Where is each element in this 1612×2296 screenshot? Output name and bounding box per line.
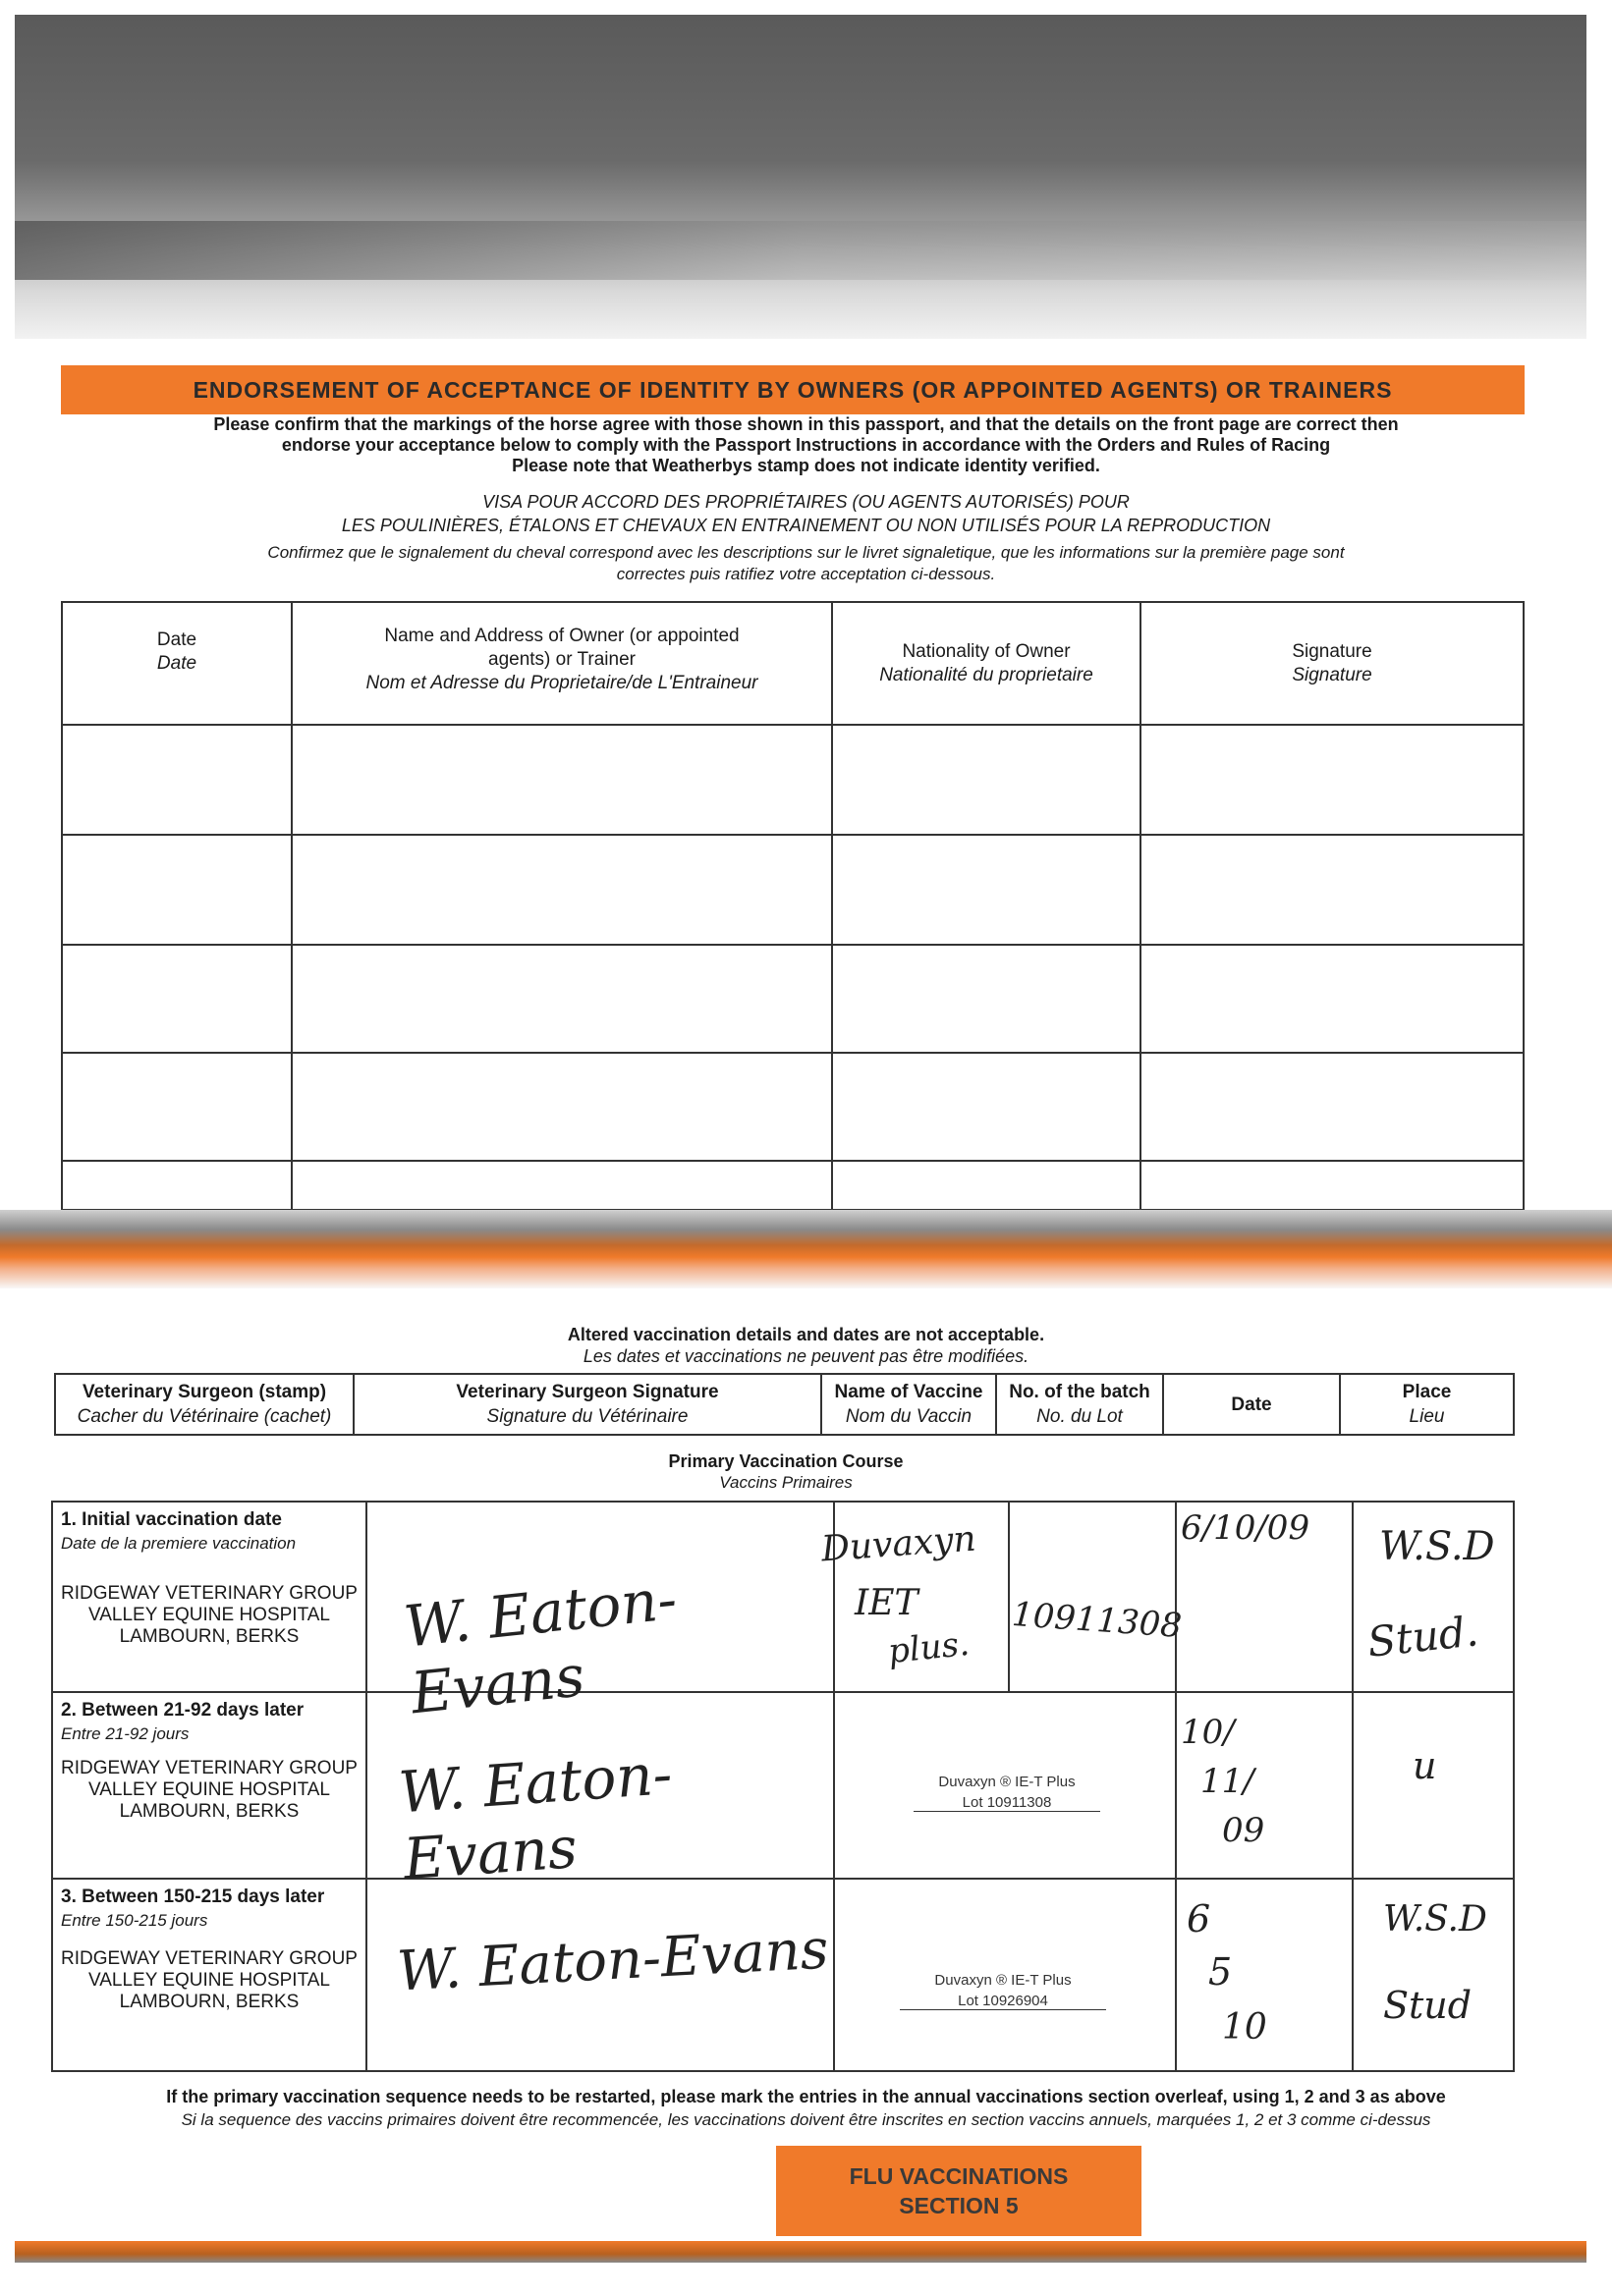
- col-batch: [996, 1374, 1163, 1435]
- vet-signature: W. Eaton-Evans: [395, 1917, 830, 2004]
- col-date: [62, 602, 292, 725]
- col-date: [1163, 1374, 1340, 1435]
- vet-line-3: LAMBOURN, BERKS: [119, 1801, 300, 1822]
- vet-signature: W. Eaton-Evans: [396, 1740, 675, 1893]
- vaccination-row: [52, 1879, 1514, 2071]
- page-fold-band: [0, 1210, 1612, 1288]
- vet-signature-cell[interactable]: [366, 1692, 834, 1893]
- table-header-row: [62, 602, 1524, 725]
- vet-line-2: VALLEY EQUINE HOSPITAL: [87, 1970, 331, 1991]
- col-vaccine-name: [821, 1374, 996, 1435]
- batch-number: 10911308: [1010, 1595, 1184, 1646]
- col-signature: [1140, 602, 1524, 725]
- scan-shadow-band: [15, 221, 1586, 280]
- footer-note-fr: Si la sequence des vaccins primaires doivent être recommencée, les vaccinations doivent être inscrites en section vaccins annuels, marquées 1, 2 et 3 comme ci-dessus: [181, 2110, 1431, 2129]
- vet-signature-cell[interactable]: [366, 1879, 834, 2071]
- col-vaccine-name-fr: Nom du Vaccin: [845, 1406, 973, 1427]
- table-row: [62, 945, 1524, 1053]
- row-label-fr: Entre 21-92 jours: [61, 1724, 190, 1743]
- table-row: [62, 835, 1524, 945]
- col-vaccine-name-en: Name of Vaccine: [834, 1382, 983, 1402]
- owner-cell[interactable]: [292, 1053, 832, 1161]
- place-cell[interactable]: [1353, 1692, 1514, 1879]
- vaccination-date: 6/10/09: [1181, 1508, 1310, 1548]
- vaccine-sticker: [900, 1972, 1106, 2010]
- vet-stamp-cell[interactable]: [52, 1502, 366, 1692]
- instruction-line-1: Please confirm that the markings of the horse agree with those shown in this passport, and that the details on the front page are correct then: [213, 414, 1399, 434]
- owner-endorsement-table: [61, 601, 1525, 1211]
- col-place-en: Place: [1402, 1382, 1452, 1402]
- date-cell[interactable]: [62, 835, 292, 945]
- place-cell[interactable]: [1353, 1502, 1514, 1692]
- place-line-2: Stud: [1383, 1984, 1473, 2027]
- date-cell[interactable]: [1176, 1879, 1353, 2071]
- french-line-4: correctes puis ratifiez votre acceptation ci-dessous.: [616, 565, 996, 583]
- vet-line-3: LAMBOURN, BERKS: [119, 1626, 300, 1647]
- col-vet-signature-fr: Signature du Vétérinaire: [486, 1406, 689, 1427]
- owner-cell[interactable]: [292, 945, 832, 1053]
- col-date-en: Date: [1231, 1394, 1272, 1415]
- date-part-2: 11/: [1200, 1762, 1254, 1801]
- nationality-cell[interactable]: [832, 1161, 1140, 1210]
- vet-stamp-cell[interactable]: [52, 1692, 366, 1879]
- col-owner-fr: Nom et Adresse du Proprietaire/de L'Entraineur: [365, 673, 758, 693]
- row-label-fr: Entre 150-215 jours: [61, 1911, 208, 1930]
- vet-stamp-cell[interactable]: [52, 1879, 366, 2071]
- sticker-lot: Lot 10911308: [914, 1794, 1100, 1812]
- french-line-2: LES POULINIÈRES, ÉTALONS ET CHEVAUX EN ENTRAINEMENT OU NON UTILISÉS POUR LA REPRODUCTION: [341, 516, 1271, 535]
- vaccine-name-cell[interactable]: [819, 1502, 1009, 1692]
- date-cell[interactable]: [62, 945, 292, 1053]
- section-label-box: [776, 2146, 1141, 2236]
- place-ditto: u: [1413, 1744, 1437, 1787]
- col-place-fr: Lieu: [1409, 1406, 1445, 1427]
- footer-note-en: If the primary vaccination sequence needs to be restarted, please mark the entries in the annual vaccinations section overleaf, using 1, 2 and 3 as above: [166, 2087, 1446, 2106]
- vet-line-1: RIDGEWAY VETERINARY GROUP: [61, 1758, 358, 1778]
- col-vet-signature-en: Veterinary Surgeon Signature: [456, 1382, 719, 1402]
- vaccine-line-3: plus.: [886, 1623, 972, 1672]
- col-nationality: [832, 602, 1140, 725]
- col-nationality-en: Nationality of Owner: [902, 641, 1071, 662]
- endorsement-title: ENDORSEMENT OF ACCEPTANCE OF IDENTITY BY OWNERS (OR APPOINTED AGENTS) OR TRAINERS: [61, 365, 1525, 414]
- vet-stamp-address: [61, 1758, 358, 1823]
- vaccine-sticker-cell[interactable]: [834, 1879, 1176, 2071]
- primary-course-title-fr: Vaccins Primaires: [719, 1473, 853, 1492]
- instruction-line-2: endorse your acceptance below to comply with the Passport Instructions in accordance with the Orders and Rules of Racing: [281, 435, 1331, 455]
- signature-cell[interactable]: [1140, 945, 1524, 1053]
- col-place: [1340, 1374, 1514, 1435]
- date-part-2: 5: [1208, 1950, 1233, 1994]
- table-row: [62, 725, 1524, 835]
- vet-line-1: RIDGEWAY VETERINARY GROUP: [61, 1583, 358, 1604]
- signature-cell[interactable]: [1140, 1161, 1524, 1210]
- date-cell[interactable]: [62, 1161, 292, 1210]
- nationality-cell[interactable]: [832, 725, 1140, 835]
- nationality-cell[interactable]: [832, 835, 1140, 945]
- owner-cell[interactable]: [292, 1161, 832, 1210]
- date-cell[interactable]: [1176, 1502, 1353, 1692]
- sticker-lot: Lot 10926904: [900, 1993, 1106, 2010]
- vaccination-row: [52, 1692, 1514, 1879]
- primary-course-title: Primary Vaccination Course: [668, 1451, 904, 1471]
- vet-line-3: LAMBOURN, BERKS: [119, 1992, 300, 2012]
- vaccine-line-1: Duvaxyn: [819, 1518, 977, 1570]
- signature-cell[interactable]: [1140, 725, 1524, 835]
- place-line-2: Stud.: [1364, 1607, 1481, 1667]
- instruction-line-3: Please note that Weatherbys stamp does not indicate identity verified.: [512, 456, 1100, 475]
- scan-shadow-top: [15, 15, 1586, 339]
- place-line-1: W.S.D: [1383, 1899, 1487, 1940]
- row-label-fr: Date de la premiere vaccination: [61, 1534, 297, 1553]
- col-signature-en: Signature: [1292, 641, 1372, 662]
- nationality-cell[interactable]: [832, 1053, 1140, 1161]
- date-cell[interactable]: [62, 1053, 292, 1161]
- col-batch-fr: No. du Lot: [1036, 1406, 1123, 1427]
- table-row: [62, 1053, 1524, 1161]
- vaccination-note-en: Altered vaccination details and dates are not acceptable.: [567, 1325, 1045, 1344]
- vaccine-sticker-cell[interactable]: [834, 1692, 1176, 1879]
- date-cell[interactable]: [1176, 1692, 1353, 1879]
- french-line-3: Confirmez que le signalement du cheval correspond avec les descriptions sur le livret signaletique, que les informations sur la première page sont: [267, 543, 1345, 562]
- vaccination-row: [52, 1502, 1514, 1692]
- date-part-1: 10/: [1181, 1713, 1235, 1752]
- sticker-name: Duvaxyn ® IE-T Plus: [938, 1774, 1076, 1790]
- vaccine-line-2: IET: [855, 1583, 918, 1623]
- batch-cell[interactable]: [1009, 1502, 1184, 1692]
- col-date-fr: Date: [156, 653, 197, 674]
- vaccine-sticker: [914, 1774, 1100, 1812]
- place-line-1: W.S.D: [1379, 1524, 1495, 1569]
- col-batch-en: No. of the batch: [1009, 1382, 1150, 1402]
- col-vet-stamp-en: Veterinary Surgeon (stamp): [82, 1382, 327, 1402]
- date-part-3: 09: [1222, 1811, 1265, 1850]
- row-label-en: 2. Between 21-92 days later: [61, 1700, 305, 1721]
- col-date-en: Date: [156, 629, 197, 650]
- vet-line-2: VALLEY EQUINE HOSPITAL: [87, 1605, 331, 1625]
- place-cell[interactable]: [1353, 1879, 1514, 2071]
- date-cell[interactable]: [62, 725, 292, 835]
- sticker-name: Duvaxyn ® IE-T Plus: [934, 1972, 1072, 1989]
- col-vet-stamp: [55, 1374, 354, 1435]
- french-line-1: VISA POUR ACCORD DES PROPRIÉTAIRES (OU AGENTS AUTORISÉS) POUR: [482, 492, 1130, 512]
- vet-signature-cell[interactable]: [366, 1502, 834, 1727]
- table-row: [62, 1161, 1524, 1210]
- col-signature-fr: Signature: [1292, 665, 1372, 685]
- vaccination-note-fr: Les dates et vaccinations ne peuvent pas être modifiées.: [583, 1346, 1029, 1366]
- col-vet-stamp-fr: Cacher du Vétérinaire (cachet): [77, 1406, 332, 1427]
- col-owner: [292, 602, 832, 725]
- signature-cell[interactable]: [1140, 1053, 1524, 1161]
- col-owner-en: Name and Address of Owner (or appointed agents) or Trainer: [384, 626, 740, 670]
- row-label-en: 1. Initial vaccination date: [61, 1509, 282, 1530]
- section-number: SECTION 5: [899, 2193, 1019, 2218]
- nationality-cell[interactable]: [832, 945, 1140, 1053]
- vet-stamp-address: [61, 1948, 358, 2013]
- col-nationality-fr: Nationalité du proprietaire: [879, 665, 1093, 685]
- vet-signature: W. Eaton-Evans: [401, 1564, 681, 1727]
- vet-line-1: RIDGEWAY VETERINARY GROUP: [61, 1948, 358, 1969]
- date-part-1: 6: [1187, 1897, 1211, 1941]
- vet-stamp-address: [61, 1583, 358, 1648]
- vet-line-2: VALLEY EQUINE HOSPITAL: [87, 1779, 331, 1800]
- section-title: FLU VACCINATIONS: [849, 2163, 1069, 2189]
- faded-fold-text: [147, 1279, 1473, 1328]
- col-vet-signature: [354, 1374, 821, 1435]
- bottom-orange-band: [15, 2241, 1586, 2263]
- owner-cell[interactable]: [292, 835, 832, 945]
- row-label-en: 3. Between 150-215 days later: [61, 1886, 325, 1907]
- owner-cell[interactable]: [292, 725, 832, 835]
- vaccination-records-table: [51, 1501, 1515, 2072]
- vaccination-header-table: [54, 1373, 1515, 1436]
- signature-cell[interactable]: [1140, 835, 1524, 945]
- date-part-3: 10: [1222, 2007, 1267, 2048]
